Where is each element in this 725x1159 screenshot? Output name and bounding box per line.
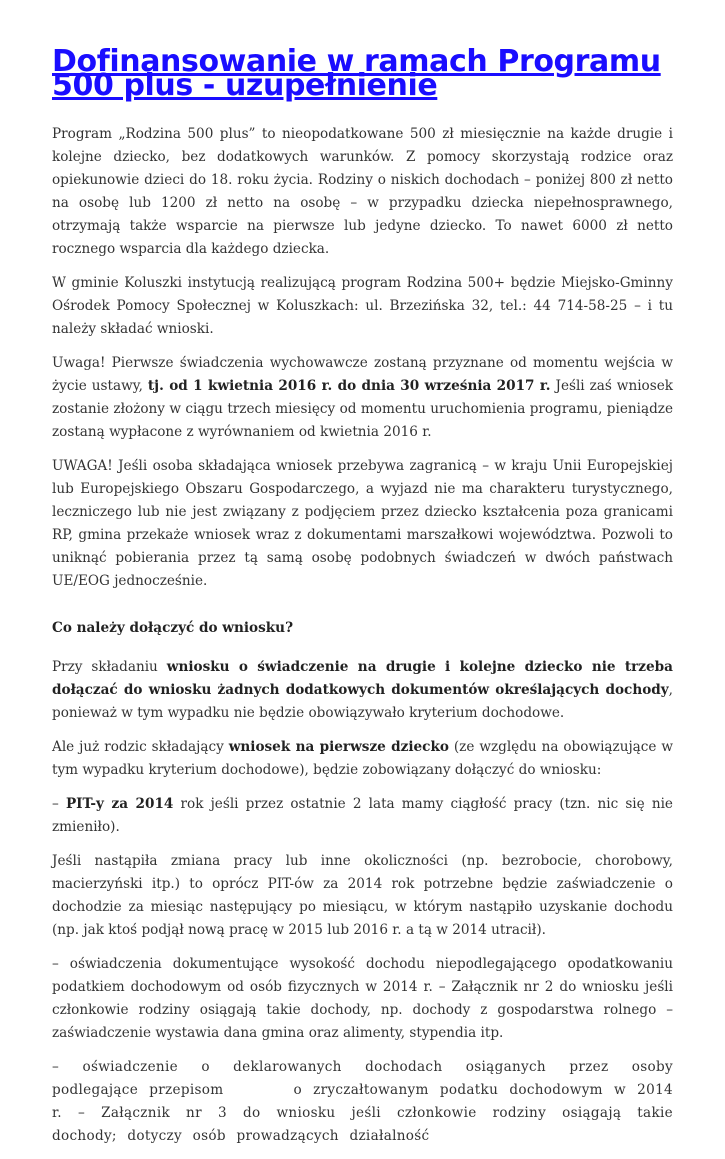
paragraph-institution: W gminie Koluszki instytucją realizującą program Rodzina 500+ będzie Miejsko-Gminny Ośrodek Pomocy Społecznej w Koluszkach: ul. Brzezińska 32, tel.: 44 714-58-25 – i tu należy składać wnioski. [52,275,673,337]
paragraph-job-change: Jeśli nastąpiła zmiana pracy lub inne okoliczności (np. bezrobocie, chorobowy, macierzyński itp.) to oprócz PIT-ów za 2014 rok potrzebne będzie zaświadczenie o dochodzie za miesiąc następujący po miesiącu, w którym nastąpiło uzyskanie dochodu (np. jak ktoś podjął nową pracę w 2015 lub 2016 r. a tą w 2014 utracił). [52,853,673,938]
list-item-flat-tax [52,1056,673,1148]
bold-segment: wniosku o świadczenie na drugie i kolejne dziecko nie trzeba dołączać do wniosku żadnych dodatkowych dokumentów określających dochody [52,659,673,698]
list-item-untaxed-income: – oświadczenia dokumentujące wysokość dochodu niepodlegającego opodatkowaniu podatkiem dochodowym od osób fizycznych w 2014 r. – Załącznik nr 2 do wniosku jeśli członkowie rodziny osiągają takie dochody, np. dochody z gospodarstwa rolnego – zaświadczenie wystawia dana gmina oraz alimenty, stypendia itp. [52,956,673,1041]
text-segment: o zryczałtowanym podatku dochodowym w 2014 r. – Załącznik nr 3 do wniosku jeśli członkowie rodziny osiągają takie dochody; dotyczy osób prowadzących działalność [52,1082,673,1144]
paragraph-abroad-warning: UWAGA! Jeśli osoba składająca wniosek przebywa zagranicą – w kraju Unii Europejskiej lub Europejskiego Obszaru Gospodarczego, a wyjazd nie ma charakteru turystycznego, leczniczego lub nie jest związany z podjęciem przez dziecko kształcenia poza granicami RP, gmina przekaże wniosek wraz z dokumentami marszałkowi województwa. Pozwoli to uniknąć pobierania przez tą samą osobę podobnych świadczeń w dwóch państwach UE/EOG jednocześnie. [52,458,673,589]
paragraph-second-child [52,656,673,725]
article-title-link[interactable]: Dofinansowanie w ramach Programu 500 plus - uzupełnienie [52,44,661,103]
article-title [52,44,673,103]
text-segment: (ze względu na obowiązujące w tym wypadku kryterium dochodowe), będzie zobowiązany dołączyć do wniosku: [52,739,673,778]
paragraph-start-date [52,352,673,444]
paragraph-intro: Program „Rodzina 500 plus” to nieopodatkowane 500 zł miesięcznie na każde drugie i kolejne dziecko, bez dodatkowych warunków. Z pomocy skorzystają rodzice oraz opiekunowie dzieci do 18. roku życia. Rodziny o niskich dochodach – poniżej 800 zł netto na osobę lub 1200 zł netto na osobę – w przypadku dziecka niepełnosprawnego, otrzymają także wsparcie na pierwsze lub jedyne dziecko. To nawet 6000 zł netto rocznego wsparcia dla każdego dziecka. [52,126,673,257]
text-segment: – oświadczenie o deklarowanych dochodach osiąganych przez osoby podlegające przepisom [52,1059,673,1098]
date-range-bold: tj. od 1 kwietnia 2016 r. do dnia 30 września 2017 r. [147,378,551,394]
text-segment: rok jeśli przez ostatnie 2 lata mamy ciągłość pracy (tzn. nic się nie zmieniło). [52,796,673,835]
text-segment: Przy składaniu [52,659,167,675]
text-segment: , ponieważ w tym wypadku nie będzie obowiązywało kryterium dochodowe. [52,682,673,721]
bold-segment: PIT-y za 2014 [65,796,174,812]
text-segment: Ale już rodzic składający [52,739,229,755]
article [52,44,673,1159]
bold-segment: wniosek na pierwsze dziecko [228,739,449,755]
section-heading: Co należy dołączyć do wniosku? [52,620,294,636]
text-segment: Uwaga! Pierwsze świadczenia wychowawcze zostaną przyznane od momentu wejścia w życie ustawy, [52,355,673,394]
list-item-pit [52,793,673,839]
text-segment: – [52,796,66,812]
paragraph-first-child [52,736,673,782]
text-segment: Jeśli zaś wniosek zostanie złożony w ciągu trzech miesięcy od momentu uruchomienia programu, pieniądze zostaną wypłacone z wyrównaniem od kwietnia 2016 r. [52,378,673,440]
